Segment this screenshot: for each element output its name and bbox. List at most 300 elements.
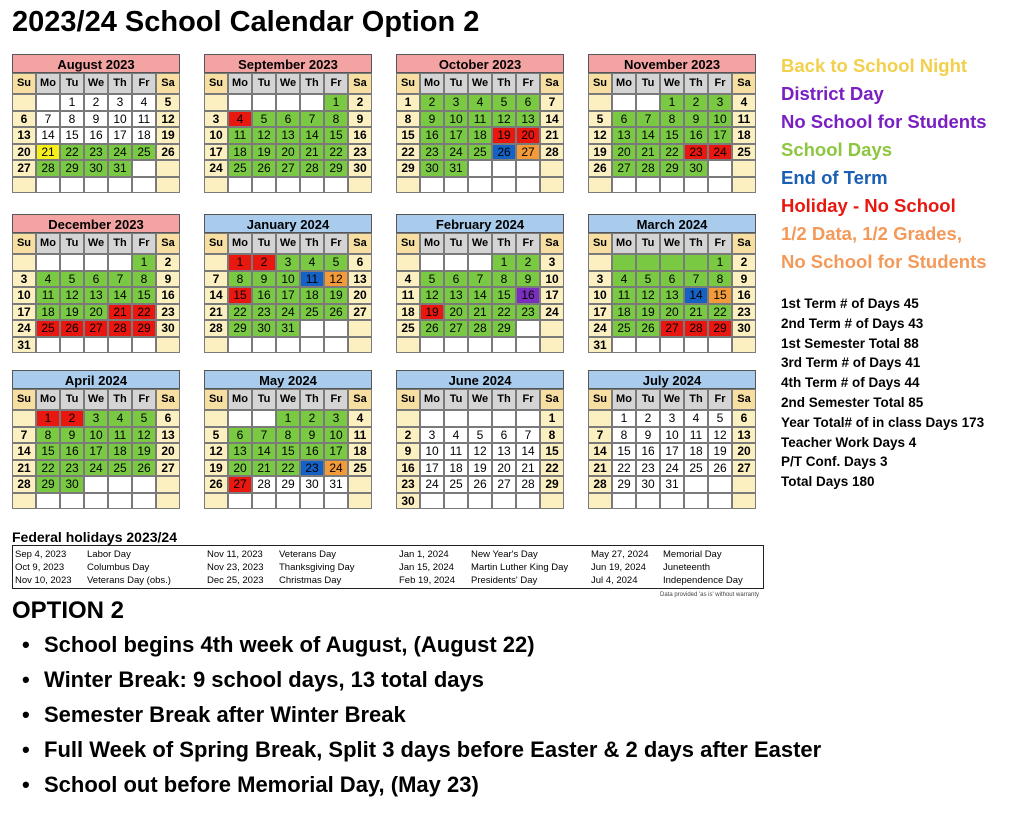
day-cell: 28 [540,144,564,161]
day-cell: 7 [36,111,60,128]
week-row [12,443,180,460]
day-cell: 19 [492,127,516,144]
federal-holidays-table [12,545,764,598]
day-cell: 28 [204,320,228,337]
day-cell [300,493,324,510]
day-cell [468,410,492,427]
day-cell: 28 [252,476,276,493]
day-cell: 28 [108,320,132,337]
day-cell: 3 [84,410,108,427]
day-cell: 24 [420,476,444,493]
holiday-date: Jun 19, 2024 [591,562,646,573]
day-cell: 10 [12,287,36,304]
week-row [12,410,180,427]
day-cell: 12 [420,287,444,304]
day-cell [156,160,180,177]
day-cell: 22 [324,144,348,161]
day-cell [492,160,516,177]
weekday-label: Mo [228,233,252,254]
week-row [204,476,372,493]
month-title: December 2023 [12,214,180,233]
day-cell: 4 [468,94,492,111]
weekday-header-row [588,389,756,410]
day-cell: 29 [36,476,60,493]
day-cell: 4 [36,271,60,288]
day-cell: 23 [420,144,444,161]
day-cell: 6 [12,111,36,128]
day-cell [540,493,564,510]
day-cell: 5 [708,410,732,427]
day-cell: 31 [276,320,300,337]
day-cell: 26 [252,160,276,177]
federal-column [399,548,591,587]
week-row [396,177,564,194]
day-cell [60,254,84,271]
day-cell [204,337,228,354]
day-cell: 23 [252,304,276,321]
day-cell: 17 [108,127,132,144]
day-cell [684,177,708,194]
weekday-header-row [12,73,180,94]
weekday-label: Tu [252,233,276,254]
day-cell [252,337,276,354]
option-bullet [12,627,1017,662]
day-cell: 19 [204,460,228,477]
day-cell [612,94,636,111]
day-cell: 11 [684,427,708,444]
weekday-label: Mo [420,73,444,94]
day-cell: 13 [12,127,36,144]
day-cell [420,177,444,194]
month-title: July 2024 [588,370,756,389]
day-cell [204,493,228,510]
weekday-header-row [588,73,756,94]
day-cell [36,254,60,271]
bullet-text: School begins 4th week of August, (August 22) [44,632,535,657]
weekday-label: Tu [60,233,84,254]
day-cell: 14 [36,127,60,144]
day-cell: 6 [156,410,180,427]
day-cell: 11 [36,287,60,304]
day-cell: 8 [540,427,564,444]
day-cell [444,254,468,271]
day-cell: 15 [396,127,420,144]
day-cell [36,177,60,194]
weekday-label: Su [204,73,228,94]
day-cell: 12 [324,271,348,288]
day-cell [228,410,252,427]
day-cell: 10 [444,111,468,128]
holiday-name: Juneteenth [663,562,711,573]
day-cell: 30 [420,160,444,177]
day-cell [300,320,324,337]
legend-school-days: School Days [781,139,893,160]
day-cell: 21 [516,460,540,477]
day-cell: 6 [84,271,108,288]
day-cell: 26 [324,304,348,321]
day-cell: 14 [204,287,228,304]
day-cell: 27 [660,320,684,337]
day-cell [636,177,660,194]
day-cell [84,476,108,493]
month-title: August 2023 [12,54,180,73]
day-cell: 16 [348,127,372,144]
week-row [204,127,372,144]
holiday-name: Presidents' Day [471,575,538,586]
holiday-date: Jan 1, 2024 [399,549,449,560]
bullet-icon: • [22,737,30,762]
day-cell [36,493,60,510]
weekday-label: Fr [708,233,732,254]
day-cell: 22 [612,460,636,477]
week-row [12,127,180,144]
day-cell: 4 [444,427,468,444]
day-cell: 13 [732,427,756,444]
day-cell [396,177,420,194]
holiday-name: Thanksgiving Day [279,562,355,573]
day-cell [132,493,156,510]
day-cell [732,177,756,194]
day-cell: 10 [204,127,228,144]
holiday-date: Oct 9, 2023 [15,562,65,573]
day-cell [276,177,300,194]
weekday-label: Th [684,389,708,410]
weekday-label: Su [588,389,612,410]
weekday-label: Sa [540,233,564,254]
day-cell: 27 [276,160,300,177]
day-cell [708,177,732,194]
day-cell: 6 [444,271,468,288]
day-cell: 5 [60,271,84,288]
day-cell: 26 [204,476,228,493]
day-cell [588,177,612,194]
day-cell [156,177,180,194]
day-cell: 29 [612,476,636,493]
day-cell: 28 [468,320,492,337]
day-cell: 3 [588,271,612,288]
day-cell: 15 [276,443,300,460]
day-cell: 21 [636,144,660,161]
day-cell: 24 [108,144,132,161]
day-cell: 29 [228,320,252,337]
day-cell: 25 [108,460,132,477]
day-cell: 25 [684,460,708,477]
day-cell [588,94,612,111]
day-cell: 16 [84,127,108,144]
day-cell: 27 [84,320,108,337]
bullet-text: Full Week of Spring Break, Split 3 days before Easter & 2 days after Easter [44,737,822,762]
week-row [588,254,756,271]
weekday-label: We [660,233,684,254]
day-cell: 10 [276,271,300,288]
weekday-label: Su [396,233,420,254]
day-cell [84,254,108,271]
federal-row [207,574,399,587]
day-cell [516,177,540,194]
day-cell: 23 [396,476,420,493]
month-title: February 2024 [396,214,564,233]
week-row [12,177,180,194]
day-cell: 9 [396,443,420,460]
day-cell [444,337,468,354]
day-cell: 11 [348,427,372,444]
day-cell [156,337,180,354]
day-cell [324,337,348,354]
day-cell: 25 [348,460,372,477]
day-cell: 9 [252,271,276,288]
federal-column [207,548,399,587]
day-cell: 31 [108,160,132,177]
month-calendar [12,370,180,509]
day-cell: 5 [156,94,180,111]
day-cell [60,337,84,354]
holiday-date: Sep 4, 2023 [15,549,67,560]
day-cell: 13 [444,287,468,304]
day-cell: 3 [660,410,684,427]
week-row [396,320,564,337]
day-cell [420,493,444,510]
day-cell [396,337,420,354]
day-cell: 26 [636,320,660,337]
day-cell [660,337,684,354]
day-cell: 5 [588,111,612,128]
federal-row [15,574,207,587]
day-cell: 29 [396,160,420,177]
day-cell: 11 [396,287,420,304]
federal-row [15,548,207,561]
bullet-icon: • [22,667,30,692]
day-cell [492,337,516,354]
day-cell: 4 [132,94,156,111]
day-cell: 16 [732,287,756,304]
day-cell: 24 [324,460,348,477]
weekday-label: Fr [516,389,540,410]
stat-line: 1st Term # of Days 45 [781,296,919,311]
day-cell: 9 [60,427,84,444]
day-cell: 20 [156,443,180,460]
day-cell: 1 [132,254,156,271]
day-cell: 15 [36,443,60,460]
weekday-label: Su [12,73,36,94]
day-cell [12,177,36,194]
month-title: November 2023 [588,54,756,73]
day-cell [276,337,300,354]
day-cell: 29 [276,476,300,493]
day-cell: 8 [228,271,252,288]
stat-line: Total Days 180 [781,474,875,490]
day-cell: 15 [492,287,516,304]
bullet-text: Semester Break after Winter Break [44,702,406,727]
week-row [204,144,372,161]
day-cell: 17 [420,460,444,477]
week-row [588,160,756,177]
day-cell: 9 [156,271,180,288]
day-cell [84,337,108,354]
weekday-header-row [396,73,564,94]
weekday-label: Su [12,389,36,410]
day-cell: 18 [108,443,132,460]
weekday-label: Fr [708,73,732,94]
day-cell: 24 [708,144,732,161]
week-row [204,271,372,288]
holiday-name: New Year's Day [471,549,538,560]
day-cell [300,337,324,354]
day-cell: 21 [300,144,324,161]
day-cell [276,94,300,111]
stat-line: 1st Semester Total 88 [781,335,919,351]
day-cell: 31 [588,337,612,354]
day-cell: 29 [660,160,684,177]
weekday-label: Sa [156,233,180,254]
weekday-label: We [468,233,492,254]
day-cell: 20 [492,460,516,477]
week-row [588,127,756,144]
day-cell [252,177,276,194]
weekday-label: Sa [156,389,180,410]
day-cell [732,493,756,510]
day-cell [468,493,492,510]
day-cell: 14 [588,443,612,460]
day-cell: 1 [324,94,348,111]
weekday-label: Sa [732,389,756,410]
day-cell: 1 [492,254,516,271]
day-cell: 5 [132,410,156,427]
weekday-label: Sa [348,233,372,254]
weekday-label: Fr [132,389,156,410]
stat-line: P/T Conf. Days 3 [781,454,888,470]
day-cell: 2 [348,94,372,111]
day-cell: 23 [684,144,708,161]
week-row [588,111,756,128]
day-cell [108,476,132,493]
day-cell: 16 [396,460,420,477]
day-totals [781,294,984,492]
day-cell: 19 [324,287,348,304]
day-cell [108,254,132,271]
day-cell: 29 [540,476,564,493]
day-cell: 28 [516,476,540,493]
weekday-label: Tu [60,389,84,410]
day-cell: 9 [516,271,540,288]
day-cell [204,177,228,194]
day-cell: 25 [468,144,492,161]
day-cell [636,254,660,271]
day-cell [708,493,732,510]
day-cell: 30 [732,320,756,337]
day-cell: 22 [540,460,564,477]
day-cell: 20 [276,144,300,161]
day-cell: 14 [516,443,540,460]
weekday-label: We [660,389,684,410]
week-row [12,271,180,288]
day-cell [636,493,660,510]
federal-column [591,548,783,587]
day-cell [588,493,612,510]
holiday-date: Jul 4, 2024 [591,575,638,586]
option-bullet-list [12,627,1017,802]
day-cell: 27 [612,160,636,177]
day-cell: 31 [12,337,36,354]
day-cell: 1 [276,410,300,427]
federal-row [399,574,591,587]
day-cell: 2 [684,94,708,111]
day-cell: 12 [252,127,276,144]
day-cell: 16 [636,443,660,460]
day-cell [516,320,540,337]
week-row [12,254,180,271]
day-cell [36,94,60,111]
week-row [588,304,756,321]
weekday-label: Su [12,233,36,254]
day-cell: 11 [732,111,756,128]
day-cell [492,493,516,510]
day-cell: 20 [228,460,252,477]
day-cell: 16 [60,443,84,460]
day-cell [468,177,492,194]
day-cell: 7 [516,427,540,444]
day-cell: 27 [492,476,516,493]
day-cell: 8 [60,111,84,128]
day-cell: 10 [324,427,348,444]
weekday-label: Th [492,389,516,410]
day-cell: 17 [588,304,612,321]
legend-no-school-students: No School for Students [781,111,987,132]
week-row [12,160,180,177]
day-cell: 7 [636,111,660,128]
holiday-date: Jan 15, 2024 [399,562,454,573]
day-cell [444,410,468,427]
day-cell: 24 [84,460,108,477]
day-cell: 16 [156,287,180,304]
day-cell: 2 [636,410,660,427]
weekday-label: Th [492,73,516,94]
week-row [588,460,756,477]
option-bullet [12,732,1017,767]
day-cell: 12 [204,443,228,460]
weekday-label: We [84,73,108,94]
day-cell: 18 [300,287,324,304]
week-row [396,94,564,111]
weekday-label: We [276,389,300,410]
week-row [588,320,756,337]
day-cell: 21 [468,304,492,321]
week-row [204,160,372,177]
day-cell [612,177,636,194]
day-cell [36,337,60,354]
day-cell [60,493,84,510]
holiday-date: Nov 10, 2023 [15,575,72,586]
day-cell: 16 [420,127,444,144]
weekday-label: We [276,233,300,254]
day-cell: 15 [660,127,684,144]
week-row [396,443,564,460]
day-cell: 13 [348,271,372,288]
day-cell [132,337,156,354]
federal-holidays-title: Federal holidays 2023/24 [12,529,177,545]
day-cell: 7 [468,271,492,288]
day-cell [468,254,492,271]
day-cell: 17 [84,443,108,460]
weekday-label: Mo [612,389,636,410]
day-cell [108,493,132,510]
day-cell: 10 [108,111,132,128]
weekday-label: Sa [732,73,756,94]
day-cell: 17 [444,127,468,144]
day-cell: 13 [492,443,516,460]
day-cell [252,94,276,111]
weekday-label: Mo [36,73,60,94]
day-cell: 25 [732,144,756,161]
